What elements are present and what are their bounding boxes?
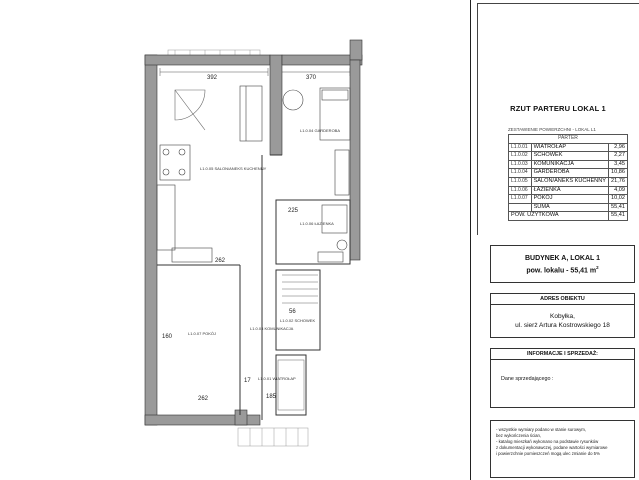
address-city: Kobyłka,	[550, 313, 575, 320]
area-summary-table	[508, 134, 628, 221]
table-row	[509, 177, 628, 186]
address-street: ul. sierż Artura Kostrowskiego 18	[515, 322, 610, 329]
room-tag-salon: L1.0.05 SALON/ANEKS KUCHENNY	[200, 166, 267, 171]
floor-header: PARTER	[509, 135, 628, 144]
dimension-label: 17	[244, 378, 251, 384]
notes-list	[496, 427, 608, 457]
stairs	[278, 275, 318, 410]
dimension-label: 262	[215, 258, 226, 264]
door-swing	[175, 90, 205, 130]
kitchen-counter	[157, 145, 212, 262]
note-line: bez wykończenia ścian,	[496, 432, 542, 438]
table-row	[509, 195, 628, 204]
room-area: 2,27	[609, 152, 628, 161]
unit-area-sup: 2	[596, 265, 599, 270]
dimension-label: 225	[288, 208, 299, 214]
bathroom-fixtures	[318, 205, 347, 262]
dimension-label: 185	[266, 394, 277, 400]
dimension-label: 392	[207, 75, 218, 81]
dimension-label: 370	[306, 75, 317, 81]
room-name: KOMUNIKACJA	[531, 160, 608, 169]
note-line: - wszystkie wymiary podano w stanie surowym,	[496, 427, 587, 432]
seller-label: Dane sprzedającego :	[501, 376, 554, 382]
outer-walls	[145, 40, 362, 425]
table-row	[509, 186, 628, 195]
room-area: 10,86	[609, 169, 628, 178]
bed	[283, 88, 350, 195]
room-tag-garderoba: L1.0.04 GARDEROBA	[300, 128, 341, 133]
room-code: L1.0.02	[509, 152, 532, 161]
room-tag-schowek: L1.0.02 SCHOWEK	[280, 318, 316, 323]
room-area: 4,09	[609, 186, 628, 195]
dimension-label: 262	[198, 396, 209, 402]
note-line: z dokumentacji wykonawczej, podane wartości wymiarowe	[496, 444, 608, 450]
room-code: L1.0.01	[509, 143, 532, 152]
room-area: 3,45	[609, 160, 628, 169]
table-row	[509, 143, 628, 152]
sofa	[240, 86, 262, 141]
sales-info-header: INFORMACJE I SPRZEDAŻ:	[491, 349, 634, 360]
address-box	[490, 293, 635, 338]
room-code: L1.0.07	[509, 195, 532, 204]
building-title: BUDYNEK A, LOKAL 1	[524, 255, 601, 262]
room-name: SALON/ANEKS KUCHENNY	[531, 177, 608, 186]
room-code: L1.0.06	[509, 186, 532, 195]
room-code: L1.0.05	[509, 177, 532, 186]
empty-cell	[509, 203, 532, 212]
usable-area-value: 55,41	[609, 212, 628, 221]
notes-box	[490, 420, 635, 478]
table-row-usable	[509, 212, 628, 221]
sales-info-box	[490, 348, 635, 408]
table-row	[509, 160, 628, 169]
bottom-steps	[238, 428, 308, 446]
dimension-label: 160	[162, 334, 173, 340]
address-header: ADRES OBIEKTU	[491, 294, 634, 305]
room-name: ŁAZIENKA	[531, 186, 608, 195]
room-tag-wiatrolap: L1.0.01 WIATROŁAP	[258, 376, 296, 381]
room-name: WIATROŁAP	[531, 143, 608, 152]
room-code: L1.0.04	[509, 169, 532, 178]
room-tag-komunikacja: L1.0.03 KOMUNIKACJA	[250, 326, 294, 331]
note-line: - katalog mieszkań wykonano na podstawie rysunków	[496, 438, 599, 444]
usable-area-label: POW. UŻYTKOWA	[509, 212, 609, 221]
room-area: 2,96	[609, 143, 628, 152]
dimension-label: 56	[289, 309, 296, 315]
room-name: GARDEROBA	[531, 169, 608, 178]
room-name: POKÓJ	[531, 195, 608, 204]
room-name: SCHOWEK	[531, 152, 608, 161]
table-row-sum	[509, 203, 628, 212]
building-box	[490, 245, 635, 283]
room-area: 10,02	[609, 195, 628, 204]
room-tag-pokoj: L1.0.07 POKÓJ	[188, 331, 217, 336]
unit-area	[491, 265, 634, 274]
inner-walls	[157, 155, 350, 420]
area-summary-caption: ZESTAWIENIE POWIERZCHNI - LOKAL L1	[508, 127, 596, 132]
unit-area-text: pow. lokalu - 55,41 m	[526, 267, 597, 275]
note-line: i powierzchnie pomieszczeń mogą ulec zmianie do 5%	[496, 450, 600, 456]
sum-label: SUMA	[531, 203, 608, 212]
sum-value: 55,41	[609, 203, 628, 212]
plan-title: RZUT PARTERU LOKAL 1	[510, 104, 606, 113]
room-tag-lazienka: L1.0.06 ŁAZIENKA	[300, 221, 334, 226]
room-area: 21,76	[609, 177, 628, 186]
table-row	[509, 169, 628, 178]
table-header-row	[509, 135, 628, 144]
room-code: L1.0.03	[509, 160, 532, 169]
dimension-lines-top	[160, 68, 350, 76]
table-row	[509, 152, 628, 161]
